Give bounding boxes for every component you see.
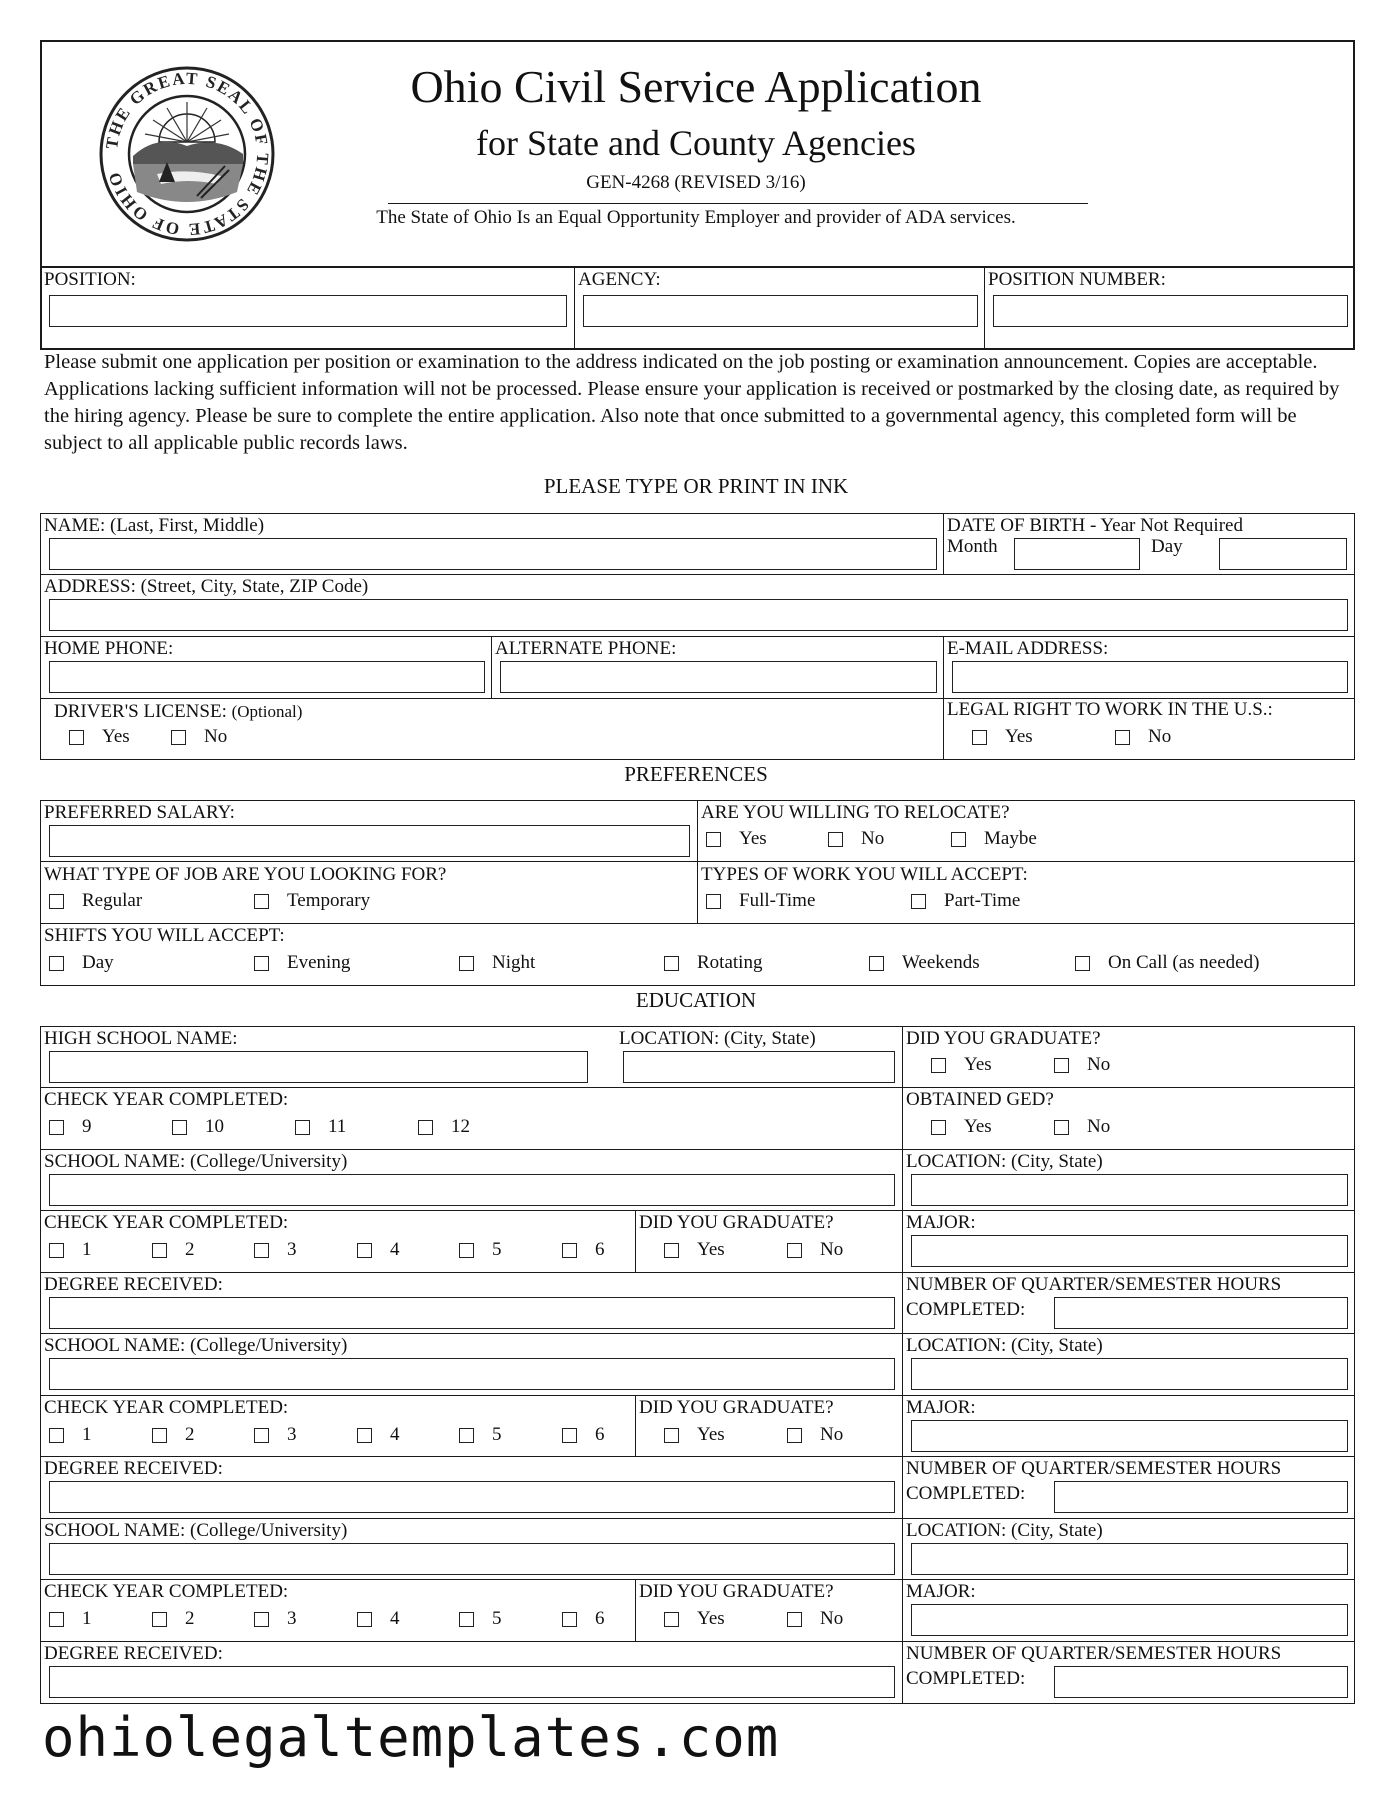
shift-night[interactable]: Night <box>459 953 535 973</box>
college-3-location-label: LOCATION: (City, State) <box>906 1520 1103 1541</box>
college-1-year-3[interactable]: 3 <box>254 1240 297 1260</box>
college-3-major-label: MAJOR: <box>906 1581 976 1602</box>
name-label: NAME: (Last, First, Middle) <box>44 515 265 536</box>
college-3-major-field[interactable] <box>911 1604 1348 1636</box>
checkbox-icon[interactable] <box>931 1058 946 1073</box>
college-3-year-4[interactable]: 4 <box>357 1609 400 1629</box>
dob-month-field[interactable] <box>1014 538 1140 570</box>
college-1-location-field[interactable] <box>911 1174 1348 1206</box>
high-school-field[interactable] <box>49 1051 588 1083</box>
checkbox-icon[interactable] <box>911 894 926 909</box>
checkbox-icon[interactable] <box>972 730 987 745</box>
checkbox-icon[interactable] <box>152 1612 167 1627</box>
checkbox-icon[interactable] <box>172 1120 187 1135</box>
hs-graduate-no[interactable]: No <box>1054 1055 1110 1075</box>
checkbox-icon[interactable] <box>459 1612 474 1627</box>
checkbox-icon[interactable] <box>254 1428 269 1443</box>
email-label: E-MAIL ADDRESS: <box>947 638 1109 659</box>
checkbox-icon[interactable] <box>931 1120 946 1135</box>
college-2-year-4[interactable]: 4 <box>357 1425 400 1445</box>
college-1-hours-label: NUMBER OF QUARTER/SEMESTER HOURS <box>906 1274 1282 1295</box>
hs-year-10[interactable]: 10 <box>172 1117 224 1137</box>
checkbox-icon[interactable] <box>49 1428 64 1443</box>
checkbox-icon[interactable] <box>295 1120 310 1135</box>
college-1-field[interactable] <box>49 1174 895 1206</box>
ged-yes[interactable]: Yes <box>931 1117 992 1137</box>
college-3-year-3[interactable]: 3 <box>254 1609 297 1629</box>
job-type-temporary[interactable]: Temporary <box>254 891 370 911</box>
ged-label: OBTAINED GED? <box>906 1089 1054 1110</box>
high-school-label: HIGH SCHOOL NAME: <box>44 1028 238 1049</box>
shift-weekends[interactable]: Weekends <box>869 953 980 973</box>
checkbox-icon[interactable] <box>562 1428 577 1443</box>
name-field[interactable] <box>49 538 937 570</box>
checkbox-icon[interactable] <box>828 832 843 847</box>
college-1-degree-label: DEGREE RECEIVED: <box>44 1274 223 1295</box>
agency-field[interactable] <box>583 295 978 327</box>
college-2-location-field[interactable] <box>911 1358 1348 1390</box>
checkbox-icon[interactable] <box>171 730 186 745</box>
shift-day[interactable]: Day <box>49 953 114 973</box>
hs-year-12[interactable]: 12 <box>418 1117 470 1137</box>
checkbox-icon[interactable] <box>459 956 474 971</box>
college-2-field[interactable] <box>49 1358 895 1390</box>
position-number-field[interactable] <box>993 295 1348 327</box>
college-2-label: SCHOOL NAME: (College/University) <box>44 1335 348 1356</box>
college-2-graduate-no[interactable]: No <box>787 1425 843 1445</box>
checkbox-icon[interactable] <box>254 894 269 909</box>
college-3-location-field[interactable] <box>911 1543 1348 1575</box>
checkbox-icon[interactable] <box>49 1243 64 1258</box>
college-1-major-label: MAJOR: <box>906 1212 976 1233</box>
college-3-graduate-label: DID YOU GRADUATE? <box>639 1581 834 1602</box>
college-3-year-2[interactable]: 2 <box>152 1609 195 1629</box>
preferred-salary-label: PREFERRED SALARY: <box>44 802 235 823</box>
checkbox-icon[interactable] <box>787 1612 802 1627</box>
college-2-year-5[interactable]: 5 <box>459 1425 502 1445</box>
college-2-major-label: MAJOR: <box>906 1397 976 1418</box>
college-2-year-1[interactable]: 1 <box>49 1425 92 1445</box>
checkbox-icon[interactable] <box>152 1243 167 1258</box>
college-2-graduate-yes[interactable]: Yes <box>664 1425 725 1445</box>
shift-rotating[interactable]: Rotating <box>664 953 762 973</box>
hs-year-label: CHECK YEAR COMPLETED: <box>44 1089 289 1110</box>
relocate-label: ARE YOU WILLING TO RELOCATE? <box>701 802 1010 823</box>
checkbox-icon[interactable] <box>664 1243 679 1258</box>
checkbox-icon[interactable] <box>418 1120 433 1135</box>
type-or-print-heading: PLEASE TYPE OR PRINT IN INK <box>543 474 849 498</box>
checkbox-icon[interactable] <box>1075 956 1090 971</box>
legal-right-no[interactable]: No <box>1115 727 1171 747</box>
dob-month-label: Month <box>947 536 998 557</box>
form-number: GEN-4268 (REVISED 3/16) <box>586 172 806 193</box>
college-1-year-1[interactable]: 1 <box>49 1240 92 1260</box>
shifts-label: SHIFTS YOU WILL ACCEPT: <box>44 925 285 946</box>
checkbox-icon[interactable] <box>869 956 884 971</box>
work-types-label: TYPES OF WORK YOU WILL ACCEPT: <box>701 864 1028 885</box>
college-1-year-4[interactable]: 4 <box>357 1240 400 1260</box>
preferred-salary-field[interactable] <box>49 825 690 857</box>
form-title: Ohio Civil Service Application <box>410 61 982 112</box>
college-1-graduate-no[interactable]: No <box>787 1240 843 1260</box>
checkbox-icon[interactable] <box>49 956 64 971</box>
college-1-label: SCHOOL NAME: (College/University) <box>44 1151 348 1172</box>
hs-year-11[interactable]: 11 <box>295 1117 346 1137</box>
checkbox-icon[interactable] <box>664 1612 679 1627</box>
relocate-maybe[interactable]: Maybe <box>951 829 1037 849</box>
legal-right-label: LEGAL RIGHT TO WORK IN THE U.S.: <box>947 699 1273 720</box>
checkbox-icon[interactable] <box>459 1428 474 1443</box>
job-type-label: WHAT TYPE OF JOB ARE YOU LOOKING FOR? <box>44 864 447 885</box>
college-3-graduate-no[interactable]: No <box>787 1609 843 1629</box>
checkbox-icon[interactable] <box>664 1428 679 1443</box>
checkbox-icon[interactable] <box>562 1243 577 1258</box>
relocate-yes[interactable]: Yes <box>706 829 767 849</box>
legal-right-yes[interactable]: Yes <box>972 727 1033 747</box>
college-3-degree-label: DEGREE RECEIVED: <box>44 1643 223 1664</box>
college-2-degree-field[interactable] <box>49 1481 895 1513</box>
address-field[interactable] <box>49 599 1348 631</box>
eeo-statement: The State of Ohio Is an Equal Opportunity Employer and provider of ADA services. <box>376 207 1016 228</box>
checkbox-icon[interactable] <box>254 1612 269 1627</box>
college-3-hours-label: NUMBER OF QUARTER/SEMESTER HOURS <box>906 1643 1282 1664</box>
college-3-year-1[interactable]: 1 <box>49 1609 92 1629</box>
college-1-year-5[interactable]: 5 <box>459 1240 502 1260</box>
college-1-graduate-label: DID YOU GRADUATE? <box>639 1212 834 1233</box>
college-2-graduate-label: DID YOU GRADUATE? <box>639 1397 834 1418</box>
hs-year-9[interactable]: 9 <box>49 1117 92 1137</box>
college-2-year-label: CHECK YEAR COMPLETED: <box>44 1397 289 1418</box>
email-field[interactable] <box>952 661 1348 693</box>
drivers-license-no[interactable]: No <box>171 727 227 747</box>
college-1-year-2[interactable]: 2 <box>152 1240 195 1260</box>
hs-location-field[interactable] <box>623 1051 895 1083</box>
checkbox-icon[interactable] <box>706 832 721 847</box>
drivers-license-label: DRIVER'S LICENSE: (Optional) <box>54 701 303 722</box>
checkbox-icon[interactable] <box>357 1612 372 1627</box>
shift-evening[interactable]: Evening <box>254 953 350 973</box>
checkbox-icon[interactable] <box>254 1243 269 1258</box>
checkbox-icon[interactable] <box>664 956 679 971</box>
education-heading: EDUCATION <box>635 988 757 1012</box>
college-1-year-6[interactable]: 6 <box>562 1240 605 1260</box>
home-phone-label: HOME PHONE: <box>44 638 174 659</box>
drivers-license-yes[interactable]: Yes <box>69 727 130 747</box>
college-1-year-label: CHECK YEAR COMPLETED: <box>44 1212 289 1233</box>
college-2-degree-label: DEGREE RECEIVED: <box>44 1458 223 1479</box>
dob-label: DATE OF BIRTH - Year Not Required <box>947 515 1243 536</box>
checkbox-icon[interactable] <box>1054 1120 1069 1135</box>
college-2-year-2[interactable]: 2 <box>152 1425 195 1445</box>
checkbox-icon[interactable] <box>152 1428 167 1443</box>
checkbox-icon[interactable] <box>459 1243 474 1258</box>
hs-graduate-label: DID YOU GRADUATE? <box>906 1028 1101 1049</box>
address-label: ADDRESS: (Street, City, State, ZIP Code) <box>44 576 369 597</box>
watermark-text: ohiolegaltemplates.com <box>42 1706 780 1769</box>
college-2-major-field[interactable] <box>911 1420 1348 1452</box>
hs-graduate-yes[interactable]: Yes <box>931 1055 992 1075</box>
checkbox-icon[interactable] <box>787 1428 802 1443</box>
college-2-year-6[interactable]: 6 <box>562 1425 605 1445</box>
alternate-phone-label: ALTERNATE PHONE: <box>495 638 677 659</box>
college-3-year-5[interactable]: 5 <box>459 1609 502 1629</box>
relocate-no[interactable]: No <box>828 829 884 849</box>
hs-location-label: LOCATION: (City, State) <box>619 1028 816 1049</box>
college-1-hours-completed-label: COMPLETED: <box>906 1299 1026 1320</box>
position-number-label: POSITION NUMBER: <box>988 269 1166 290</box>
work-type-part-time[interactable]: Part-Time <box>911 891 1020 911</box>
form-subtitle: for State and County Agencies <box>476 123 916 163</box>
checkbox-icon[interactable] <box>1115 730 1130 745</box>
checkbox-icon[interactable] <box>69 730 84 745</box>
checkbox-icon[interactable] <box>49 1120 64 1135</box>
checkbox-icon[interactable] <box>357 1428 372 1443</box>
college-3-field[interactable] <box>49 1543 895 1575</box>
college-3-degree-field[interactable] <box>49 1666 895 1698</box>
college-1-graduate-yes[interactable]: Yes <box>664 1240 725 1260</box>
work-type-full-time[interactable]: Full-Time <box>706 891 815 911</box>
checkbox-icon[interactable] <box>49 1612 64 1627</box>
checkbox-icon[interactable] <box>49 894 64 909</box>
college-2-hours-field[interactable] <box>1054 1481 1348 1513</box>
college-3-hours-completed-label: COMPLETED: <box>906 1668 1026 1689</box>
college-3-year-6[interactable]: 6 <box>562 1609 605 1629</box>
alternate-phone-field[interactable] <box>500 661 937 693</box>
checkbox-icon[interactable] <box>562 1612 577 1627</box>
checkbox-icon[interactable] <box>706 894 721 909</box>
checkbox-icon[interactable] <box>787 1243 802 1258</box>
college-3-graduate-yes[interactable]: Yes <box>664 1609 725 1629</box>
checkbox-icon[interactable] <box>254 956 269 971</box>
dob-day-field[interactable] <box>1219 538 1347 570</box>
college-3-hours-field[interactable] <box>1054 1666 1348 1698</box>
dob-day-label: Day <box>1151 536 1183 557</box>
agency-label: AGENCY: <box>578 269 661 290</box>
college-3-label: SCHOOL NAME: (College/University) <box>44 1520 348 1541</box>
checkbox-icon[interactable] <box>357 1243 372 1258</box>
checkbox-icon[interactable] <box>951 832 966 847</box>
college-2-hours-completed-label: COMPLETED: <box>906 1483 1026 1504</box>
ged-no[interactable]: No <box>1054 1117 1110 1137</box>
instructions-paragraph: Please submit one application per position or examination to the address indicated on the job posting or examination announcement. Copies are acceptable. Applications lacking sufficient information will not be processed. Please ensure your application is received or postmarked by the closing date, as required by the hiring agency. Please be sure to complete the entire application. Also note that once submitted to a governmental agency, this completed form will be subject to all applicable public records laws. <box>44 351 1340 454</box>
preferences-heading: PREFERENCES <box>624 762 768 786</box>
job-type-regular[interactable]: Regular <box>49 891 142 911</box>
checkbox-icon[interactable] <box>1054 1058 1069 1073</box>
college-2-hours-label: NUMBER OF QUARTER/SEMESTER HOURS <box>906 1458 1282 1479</box>
college-2-location-label: LOCATION: (City, State) <box>906 1335 1103 1356</box>
position-field[interactable] <box>49 295 567 327</box>
college-1-major-field[interactable] <box>911 1235 1348 1267</box>
header-rule <box>388 203 1088 204</box>
seal-text: THE GREAT SEAL OF THE STATE OF OHIO <box>102 68 273 240</box>
college-1-hours-field[interactable] <box>1054 1297 1348 1329</box>
college-1-degree-field[interactable] <box>49 1297 895 1329</box>
college-2-year-3[interactable]: 3 <box>254 1425 297 1445</box>
college-1-location-label: LOCATION: (City, State) <box>906 1151 1103 1172</box>
home-phone-field[interactable] <box>49 661 485 693</box>
shift-on-call[interactable]: On Call (as needed) <box>1075 953 1259 973</box>
position-label: POSITION: <box>44 269 136 290</box>
college-3-year-label: CHECK YEAR COMPLETED: <box>44 1581 289 1602</box>
